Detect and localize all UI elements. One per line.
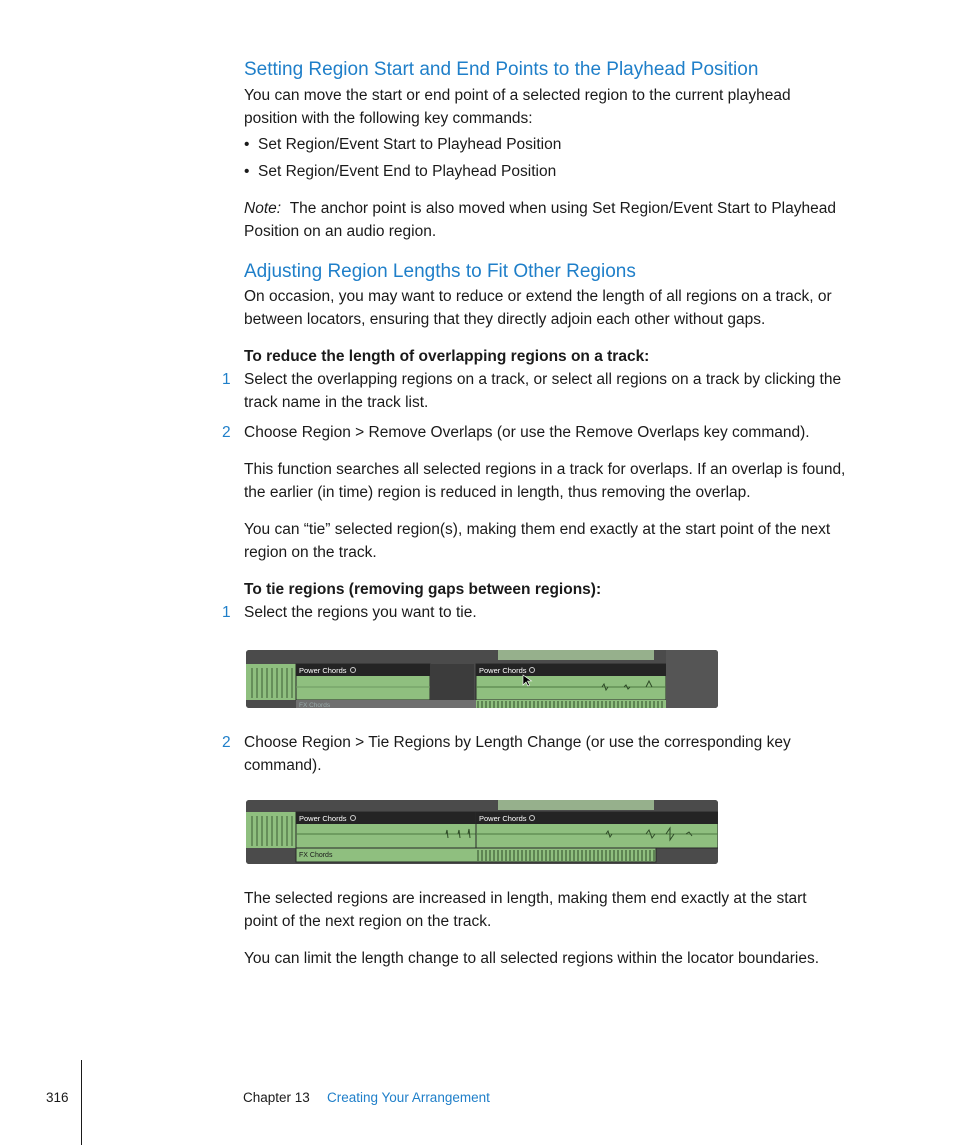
step-number: 1 [222, 371, 231, 388]
step-text: Choose Region > Remove Overlaps (or use the Remove Overlaps key command). [244, 424, 810, 441]
footer-divider [81, 1060, 82, 1145]
bullet-item: • Set Region/Event End to Playhead Position [244, 163, 557, 180]
footer-chapter: Chapter 13 [243, 1090, 310, 1105]
step-number: 1 [222, 604, 231, 621]
paragraph-line: On occasion, you may want to reduce or extend the length of all regions on a track, or [244, 288, 832, 305]
paragraph-line: You can “tie” selected region(s), making them end exactly at the start point of the next [244, 521, 831, 538]
paragraph-line: between locators, ensuring that they directly adjoin each other without gaps. [244, 311, 766, 328]
task-title: To reduce the length of overlapping regions on a track: [244, 348, 650, 365]
step-text: Select the regions you want to tie. [244, 604, 477, 621]
paragraph-line: point of the next region on the track. [244, 913, 492, 930]
footer-chapter-title: Creating Your Arrangement [327, 1090, 490, 1105]
regions-screenshot-before [246, 650, 718, 708]
paragraph-line: This function searches all selected regions in a track for overlaps. If an overlap is found, [244, 461, 846, 478]
paragraph-line: You can move the start or end point of a selected region to the current playhead [244, 87, 791, 104]
region-label: FX Chords [299, 702, 331, 708]
paragraph-line: Position on an audio region. [244, 223, 437, 240]
section-heading-playhead: Setting Region Start and End Points to the Playhead Position [244, 59, 759, 80]
region-label: Power Chords [299, 666, 347, 675]
bullet-text: Set Region/Event End to Playhead Position [258, 163, 557, 180]
note-paragraph [244, 197, 874, 220]
paragraph-line: position with the following key commands: [244, 110, 533, 127]
task-title: To tie regions (removing gaps between regions): [244, 581, 602, 598]
region-label: FX Chords [299, 852, 333, 859]
bullet-item: • Set Region/Event Start to Playhead Position [244, 136, 562, 153]
paragraph-line: the earlier (in time) region is reduced in length, thus removing the overlap. [244, 484, 751, 501]
paragraph-line: You can limit the length change to all selected regions within the locator boundaries. [244, 950, 820, 967]
note-text: The anchor point is also moved when using Set Region/Event Start to Playhead [289, 200, 836, 217]
step-number: 2 [222, 734, 231, 751]
paragraph-line: region on the track. [244, 544, 377, 561]
region-label: Power Chords [479, 666, 527, 675]
step-text: command). [244, 757, 322, 774]
region-label: Power Chords [479, 814, 527, 823]
regions-screenshot-after [246, 800, 718, 864]
paragraph-line: The selected regions are increased in length, making them end exactly at the start [244, 890, 807, 907]
step-text: Select the overlapping regions on a track, or select all regions on a track by clicking the [244, 371, 842, 388]
region-label: Power Chords [299, 814, 347, 823]
note-label: Note: [244, 200, 282, 217]
section-heading-adjusting: Adjusting Region Lengths to Fit Other Regions [244, 261, 636, 282]
step-text: Choose Region > Tie Regions by Length Change (or use the corresponding key [244, 734, 791, 751]
step-number: 2 [222, 424, 231, 441]
step-text: track name in the track list. [244, 394, 429, 411]
bullet-text: Set Region/Event Start to Playhead Position [258, 136, 562, 153]
page-number: 316 [46, 1090, 69, 1105]
